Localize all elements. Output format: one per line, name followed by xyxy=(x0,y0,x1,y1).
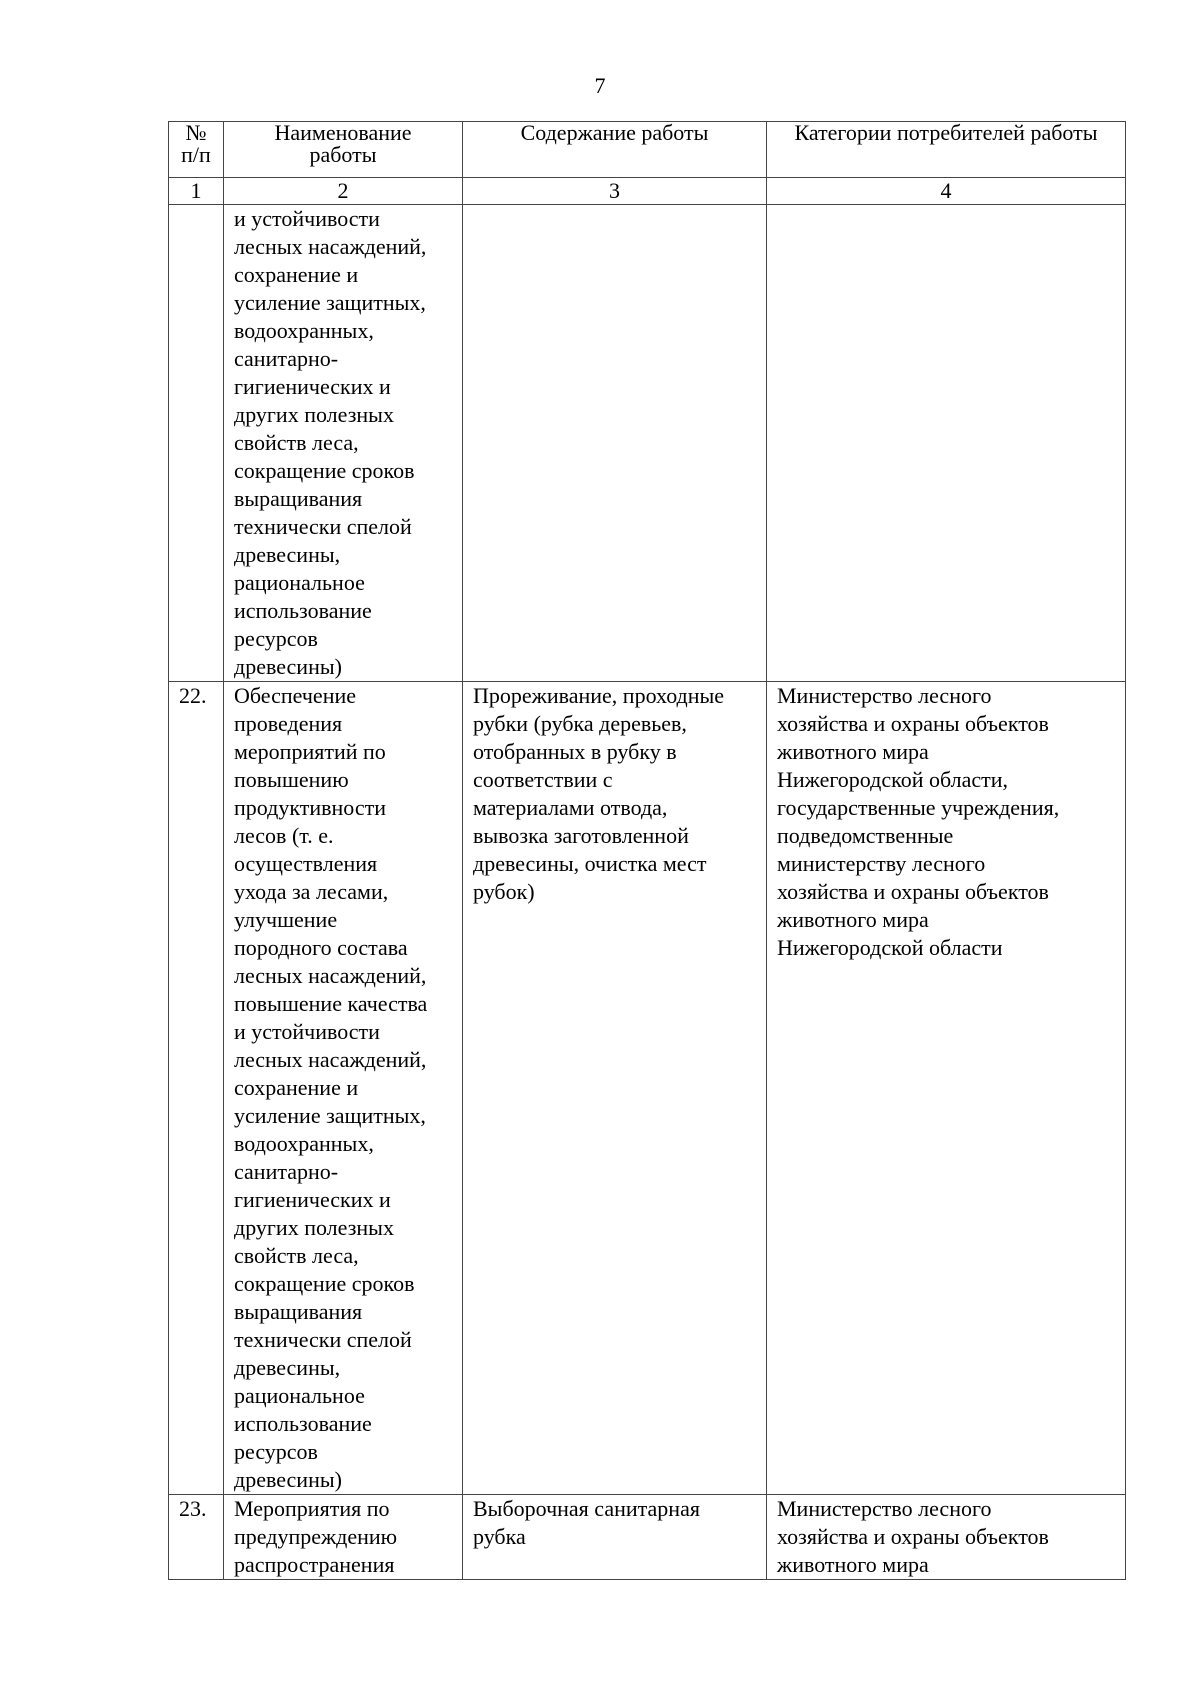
row-name-cell xyxy=(224,682,463,1495)
row-number-cell xyxy=(169,1495,224,1580)
column-number-4: 4 xyxy=(767,178,1126,205)
row-name: и устойчивости лесных насаждений, сохранение и усиление защитных, водоохранных, санитарно- гигиенических и других полезных свойств леса, сокращение сроков выращивания технически спелой древесины, рациональное использование ресурсов древесины) xyxy=(234,206,427,679)
row-content: Прореживание, проходные рубки (рубка деревьев, отобранных в рубку в соответствии с материалами отвода, вывозка заготовленной древесины, очистка мест рубок) xyxy=(473,683,725,904)
row-number-cell xyxy=(169,205,224,682)
header-consumers-text: Категории потребителей работы xyxy=(794,121,1098,145)
header-content-text: Содержание работы xyxy=(520,121,709,145)
table-row xyxy=(169,1495,1126,1580)
services-table xyxy=(168,121,1126,1580)
table-row xyxy=(169,205,1126,682)
column-number-row xyxy=(169,178,1126,205)
row-consumers-cell xyxy=(767,205,1126,682)
row-number: 23. xyxy=(179,1496,207,1521)
row-content-cell xyxy=(463,682,767,1495)
row-name-cell xyxy=(224,205,463,682)
row-consumers-cell xyxy=(767,682,1126,1495)
header-number-text: № п/п xyxy=(181,121,211,167)
page-number: 7 xyxy=(594,73,606,98)
row-number-cell xyxy=(169,682,224,1495)
row-consumers: Министерство лесного хозяйства и охраны объектов животного мира Нижегородской области, государственные учреждения, подведомственные министерству лесного хозяйства и охраны объектов животного мира Нижегородской области xyxy=(777,683,1060,960)
row-content: Выборочная санитарная рубка xyxy=(473,1496,700,1549)
header-cell-number xyxy=(169,122,224,178)
column-number-1: 1 xyxy=(169,178,224,205)
row-consumers: Министерство лесного хозяйства и охраны объектов животного мира xyxy=(777,1496,1049,1577)
row-consumers-cell xyxy=(767,1495,1126,1580)
row-name: Мероприятия по предупреждению распространения xyxy=(234,1496,398,1577)
row-name: Обеспечение проведения мероприятий по повышению продуктивности лесов (т. е. осуществления ухода за лесами, улучшение породного состава лесных насаждений, повышение качества и устойчивости лесных насаждений, сохранение и усиление защитных, водоохранных, санитарно- гигиенических и других полезных свойств леса, сокращение сроков выращивания технически спелой древесины, рациональное использование ресурсов древесины) xyxy=(234,683,428,1492)
row-name-cell xyxy=(224,1495,463,1580)
header-cell-content xyxy=(463,122,767,178)
row-content-cell xyxy=(463,205,767,682)
column-number-3: 3 xyxy=(463,178,767,205)
row-content-cell xyxy=(463,1495,767,1580)
column-number-2: 2 xyxy=(224,178,463,205)
table-header-row xyxy=(169,122,1126,178)
header-cell-name xyxy=(224,122,463,178)
row-number: 22. xyxy=(179,683,207,708)
header-name-text: Наименование работы xyxy=(274,121,412,167)
header-cell-consumers xyxy=(767,122,1126,178)
table-row xyxy=(169,682,1126,1495)
